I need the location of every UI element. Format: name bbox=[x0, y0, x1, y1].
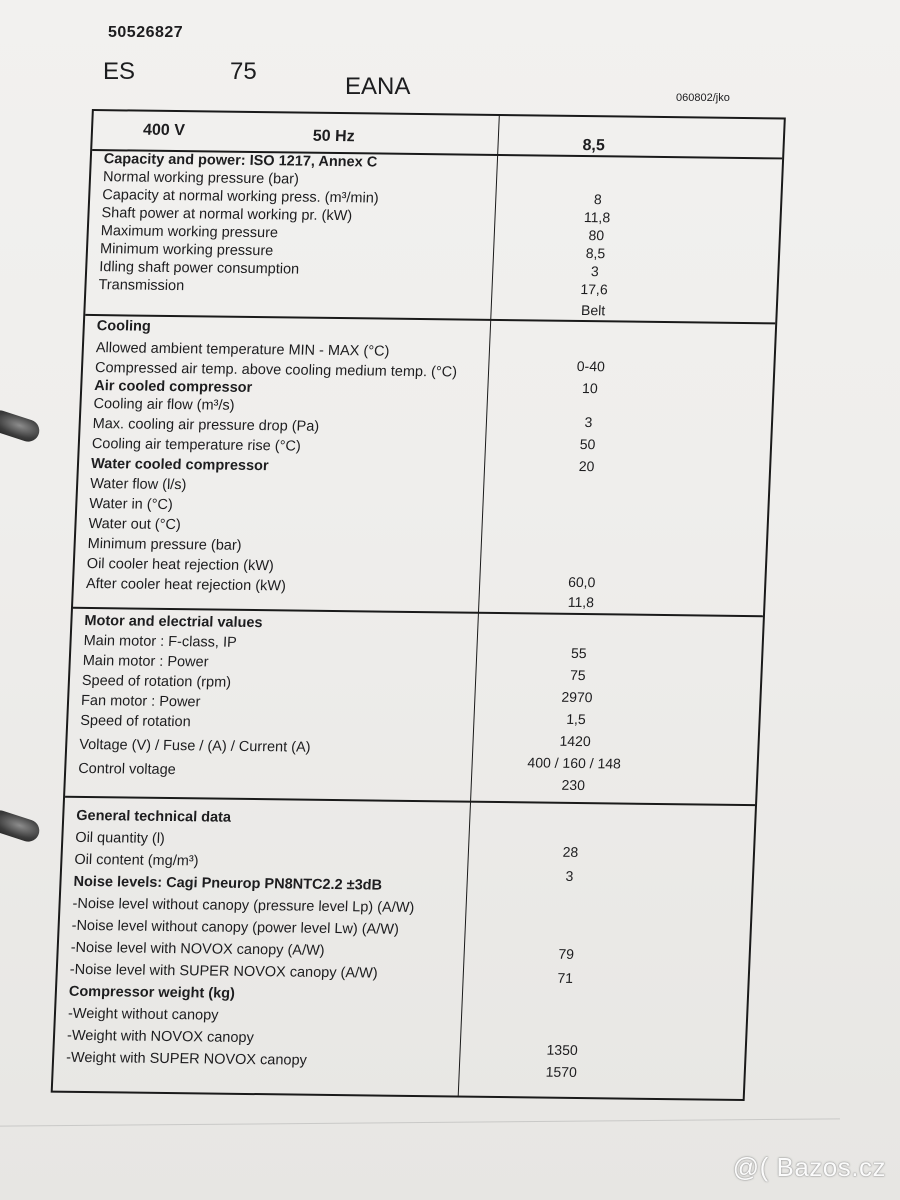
row-label: Voltage (V) / Fuse / (A) / Current (A) bbox=[78, 736, 311, 756]
row-value: 11,8 bbox=[583, 209, 611, 226]
section-title: Motor and electrial values bbox=[84, 612, 263, 632]
row-label: Speed of rotation bbox=[79, 712, 192, 731]
row-label: Normal working pressure (bar) bbox=[102, 169, 300, 188]
row-label: Maximum working pressure bbox=[100, 223, 279, 242]
watermark: @( Bazos.cz bbox=[732, 1152, 886, 1182]
header-frequency: 50 Hz bbox=[312, 127, 356, 146]
row-value: 3 bbox=[584, 414, 593, 431]
row-value: 3 bbox=[565, 867, 574, 884]
row-label: Max. cooling air pressure drop (Pa) bbox=[92, 416, 320, 435]
row-value: 20 bbox=[578, 457, 595, 475]
row-value: 55 bbox=[570, 644, 587, 662]
row-value: 10 bbox=[581, 380, 599, 397]
row-label: Control voltage bbox=[77, 760, 177, 779]
row-label: -Weight with SUPER NOVOX canopy bbox=[65, 1049, 308, 1069]
document-reference: 060802/jko bbox=[676, 92, 730, 104]
row-value: 17,6 bbox=[580, 280, 609, 298]
subsection-title: Water cooled compressor bbox=[90, 456, 269, 475]
row-label: -Noise level without canopy (pressure level Lp) (A/W) bbox=[72, 895, 415, 916]
row-value: 3 bbox=[590, 263, 600, 280]
row-label: Water in (°C) bbox=[89, 496, 174, 514]
row-value: 8,5 bbox=[585, 245, 606, 262]
row-value: 75 bbox=[569, 666, 587, 684]
row-value: Belt bbox=[580, 301, 606, 319]
row-label: Transmission bbox=[98, 277, 185, 295]
row-label: Allowed ambient temperature MIN - MAX (°C) bbox=[95, 340, 390, 360]
row-value: 1,5 bbox=[565, 710, 587, 728]
row-label: Idling shaft power consumption bbox=[98, 259, 300, 278]
subsection-title: Compressor weight (kg) bbox=[68, 983, 236, 1002]
spec-table bbox=[51, 109, 786, 1101]
table-header bbox=[94, 111, 784, 155]
row-label: -Noise level without canopy (power level Lw) (A/W) bbox=[71, 917, 400, 938]
row-label: Water flow (l/s) bbox=[89, 476, 187, 494]
header-voltage: 400 V bbox=[142, 121, 186, 140]
row-value: 0-40 bbox=[576, 357, 606, 375]
row-label: Oil content (mg/m³) bbox=[74, 851, 199, 870]
row-label: Main motor : Power bbox=[82, 652, 209, 671]
row-value: 11,8 bbox=[567, 593, 595, 611]
row-value: 60,0 bbox=[567, 573, 596, 591]
spec-sheet bbox=[0, 100, 810, 1120]
document-number: 50526827 bbox=[108, 24, 184, 41]
row-label: Main motor : F-class, IP bbox=[83, 632, 238, 651]
row-label: Compressed air temp. above cooling medium temp. (°C) bbox=[94, 360, 458, 381]
subsection-title: Air cooled compressor bbox=[93, 378, 253, 396]
row-label: Cooling air temperature rise (°C) bbox=[91, 436, 302, 455]
section-title: Cooling bbox=[96, 318, 152, 335]
row-label: Minimum working pressure bbox=[99, 241, 274, 260]
model-series: ES bbox=[103, 58, 136, 85]
section-title: Capacity and power: ISO 1217, Annex C bbox=[103, 151, 378, 171]
section-title: General technical data bbox=[75, 807, 232, 826]
row-value: 230 bbox=[561, 776, 586, 794]
row-label: Capacity at normal working press. (m³/min) bbox=[101, 187, 379, 207]
row-label: -Noise level with NOVOX canopy (A/W) bbox=[70, 939, 325, 959]
section-divider bbox=[65, 796, 755, 806]
row-label: Fan motor : Power bbox=[80, 692, 201, 711]
row-value: 400 / 160 / 148 bbox=[527, 754, 622, 772]
row-label: After cooler heat rejection (kW) bbox=[85, 575, 287, 595]
row-value: 1570 bbox=[545, 1063, 578, 1080]
row-value: 28 bbox=[562, 843, 579, 860]
row-value: 1420 bbox=[559, 732, 592, 750]
row-value: 80 bbox=[588, 227, 605, 244]
row-value: 79 bbox=[558, 945, 575, 962]
row-value: 71 bbox=[557, 969, 574, 986]
subsection-title: Noise levels: Cagi Pneurop PN8NTC2.2 ±3dB bbox=[73, 873, 383, 894]
row-label: Speed of rotation (rpm) bbox=[81, 672, 232, 691]
row-label: -Noise level with SUPER NOVOX canopy (A/W) bbox=[69, 961, 378, 982]
row-label: Water out (°C) bbox=[88, 515, 182, 534]
row-label: Shaft power at normal working pr. (kW) bbox=[101, 205, 353, 225]
row-value: 50 bbox=[579, 435, 596, 453]
model-size: 75 bbox=[230, 58, 257, 85]
row-value: 8 bbox=[593, 191, 603, 208]
row-value: 2970 bbox=[561, 688, 593, 706]
row-label: Cooling air flow (m³/s) bbox=[93, 396, 235, 414]
row-label: -Weight without canopy bbox=[67, 1005, 219, 1024]
header-pressure: 8,5 bbox=[582, 137, 606, 155]
row-value: 1350 bbox=[546, 1041, 579, 1059]
row-label: -Weight with NOVOX canopy bbox=[66, 1027, 255, 1047]
row-label: Oil quantity (l) bbox=[75, 829, 166, 847]
model-variant: EANA bbox=[345, 73, 411, 100]
row-label: Oil cooler heat rejection (kW) bbox=[86, 555, 275, 575]
row-label: Minimum pressure (bar) bbox=[87, 535, 242, 554]
